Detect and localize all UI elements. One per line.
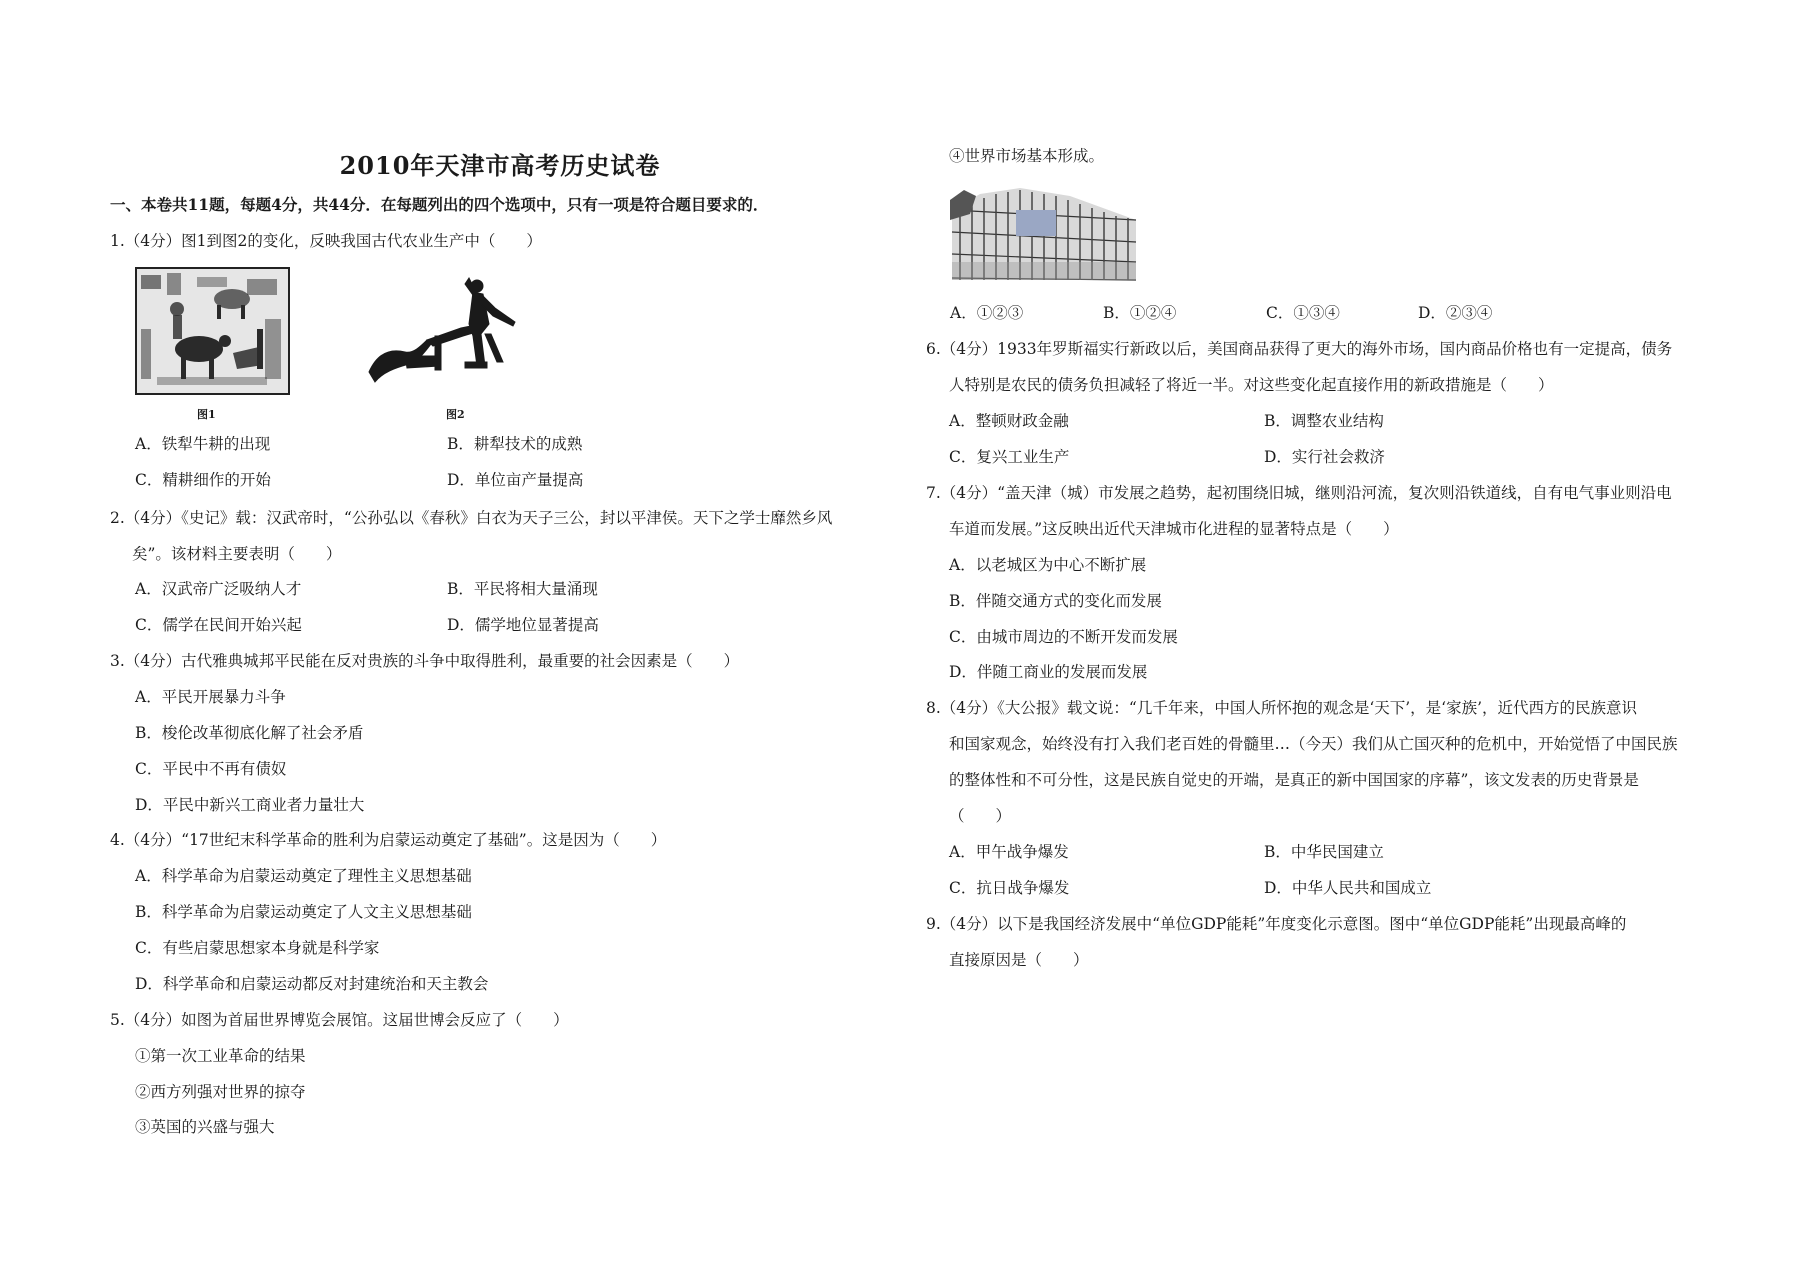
q4-option-d[interactable]: D．科学革命和启蒙运动都反对封建统治和天主教会	[135, 975, 489, 993]
q8-stem-line-1: 8.（4分）《大公报》载文说：“几千年来，中国人所怀抱的观念是‘天下’，是‘家族’，近代西方的民族意识	[926, 699, 1638, 717]
q2-stem-line-1: 2.（4分）《史记》载：汉武帝时，“公孙弘以《春秋》白衣为天子三公，封以平津侯。天下之学士靡然乡风	[110, 509, 833, 527]
section-instructions: 一、本卷共11题，每题4分，共44分．在每题列出的四个选项中，只有一项是符合题目要求的．	[110, 195, 769, 214]
q5-item-3: ③英国的兴盛与强大	[135, 1118, 275, 1136]
q5-option-c[interactable]: C．①③④	[1266, 304, 1340, 322]
q7-option-c[interactable]: C．由城市周边的不断开发而发展	[949, 628, 1178, 646]
q2-option-a[interactable]: A．汉武帝广泛吸纳人才	[135, 580, 302, 598]
q2-option-c[interactable]: C．儒学在民间开始兴起	[135, 616, 302, 634]
q1-figure-1-caption: 图1	[197, 408, 216, 421]
q3-option-b[interactable]: B．梭伦改革彻底化解了社会矛盾	[135, 724, 364, 742]
q7-option-b[interactable]: B．伴随交通方式的变化而发展	[949, 592, 1162, 610]
q8-option-d[interactable]: D．中华人民共和国成立	[1264, 879, 1432, 897]
q1-figure-1-ox-plough-image	[135, 267, 290, 395]
q7-stem-line-2: 车道而发展。”这反映出近代天津城市化进程的显著特点是（ ）	[949, 520, 1399, 538]
q1-option-b[interactable]: B．耕犁技术的成熟	[447, 435, 583, 453]
q5-crystal-palace-image	[950, 180, 1140, 288]
q5-item-1: ①第一次工业革命的结果	[135, 1047, 306, 1065]
q9-stem-line-2: 直接原因是（ ）	[949, 951, 1089, 969]
q4-option-b[interactable]: B．科学革命为启蒙运动奠定了人文主义思想基础	[135, 903, 472, 921]
q3-stem: 3.（4分）古代雅典城邦平民能在反对贵族的斗争中取得胜利，最重要的社会因素是（ ）	[110, 652, 740, 670]
q6-stem-line-2: 人特别是农民的债务负担减轻了将近一半。对这些变化起直接作用的新政措施是（ ）	[949, 376, 1554, 394]
q6-option-b[interactable]: B．调整农业结构	[1264, 412, 1384, 430]
q5-option-d[interactable]: D．②③④	[1418, 304, 1493, 322]
q6-option-c[interactable]: C．复兴工业生产	[949, 448, 1070, 466]
q8-option-c[interactable]: C．抗日战争爆发	[949, 879, 1070, 897]
q1-figure-2-caption: 图2	[446, 408, 465, 421]
q8-stem-line-4: （ ）	[949, 807, 1012, 825]
q5-option-b[interactable]: B．①②④	[1103, 304, 1177, 322]
q8-stem-line-3: 的整体性和不可分性，这是民族自觉史的开端，是真正的新中国国家的序幕”，该文发表的历史背景是	[949, 771, 1639, 789]
q9-stem-line-1: 9.（4分）以下是我国经济发展中“单位GDP能耗”年度变化示意图。图中“单位GDP能耗”出现最高峰的	[926, 915, 1627, 933]
q5-item-2: ②西方列强对世界的掠夺	[135, 1083, 306, 1101]
page-title: 2010年天津市高考历史试卷	[339, 151, 661, 180]
q8-option-a[interactable]: A．甲午战争爆发	[949, 843, 1069, 861]
q2-option-b[interactable]: B．平民将相大量涌现	[447, 580, 598, 598]
q5-option-a[interactable]: A．①②③	[950, 304, 1024, 322]
q7-option-a[interactable]: A．以老城区为中心不断扩展	[949, 556, 1147, 574]
q1-option-c[interactable]: C．精耕细作的开始	[135, 471, 271, 489]
q3-option-d[interactable]: D．平民中新兴工商业者力量壮大	[135, 796, 365, 814]
q8-stem-line-2: 和国家观念，始终没有打入我们老百姓的骨髓里…（今天）我们从亡国灭种的危机中，开始觉悟了中国民族	[949, 735, 1678, 753]
q7-option-d[interactable]: D．伴随工商业的发展而发展	[949, 663, 1148, 681]
q1-stem: 1.（4分）图1到图2的变化，反映我国古代农业生产中（ ）	[110, 232, 542, 250]
q4-option-c[interactable]: C．有些启蒙思想家本身就是科学家	[135, 939, 380, 957]
q5-item-4: ④世界市场基本形成。	[949, 147, 1105, 165]
q5-stem: 5.（4分）如图为首届世界博览会展馆。这届世博会反应了（ ）	[110, 1011, 569, 1029]
q1-option-d[interactable]: D．单位亩产量提高	[447, 471, 584, 489]
q8-option-b[interactable]: B．中华民国建立	[1264, 843, 1384, 861]
q3-option-c[interactable]: C．平民中不再有债奴	[135, 760, 287, 778]
q6-option-a[interactable]: A．整顿财政金融	[949, 412, 1069, 430]
q4-option-a[interactable]: A．科学革命为启蒙运动奠定了理性主义思想基础	[135, 867, 472, 885]
q6-stem-line-1: 6.（4分）1933年罗斯福实行新政以后，美国商品获得了更大的海外市场，国内商品价格也有一定提高，债务	[926, 340, 1673, 358]
q4-stem: 4.（4分）“17世纪末科学革命的胜利为启蒙运动奠定了基础”。这是因为（ ）	[110, 831, 667, 849]
q2-option-d[interactable]: D．儒学地位显著提高	[447, 616, 599, 634]
q7-stem-line-1: 7.（4分）“盖天津（城）市发展之趋势，起初围绕旧城，继则沿河流，复次则沿铁道线，自有电气事业则沿电	[926, 484, 1672, 502]
q1-option-a[interactable]: A．铁犁牛耕的出现	[135, 435, 271, 453]
q6-option-d[interactable]: D．实行社会救济	[1264, 448, 1385, 466]
q3-option-a[interactable]: A．平民开展暴力斗争	[135, 688, 286, 706]
q2-stem-line-2: 矣”。该材料主要表明（ ）	[132, 545, 342, 563]
q1-figure-2-plough-image	[365, 274, 522, 387]
